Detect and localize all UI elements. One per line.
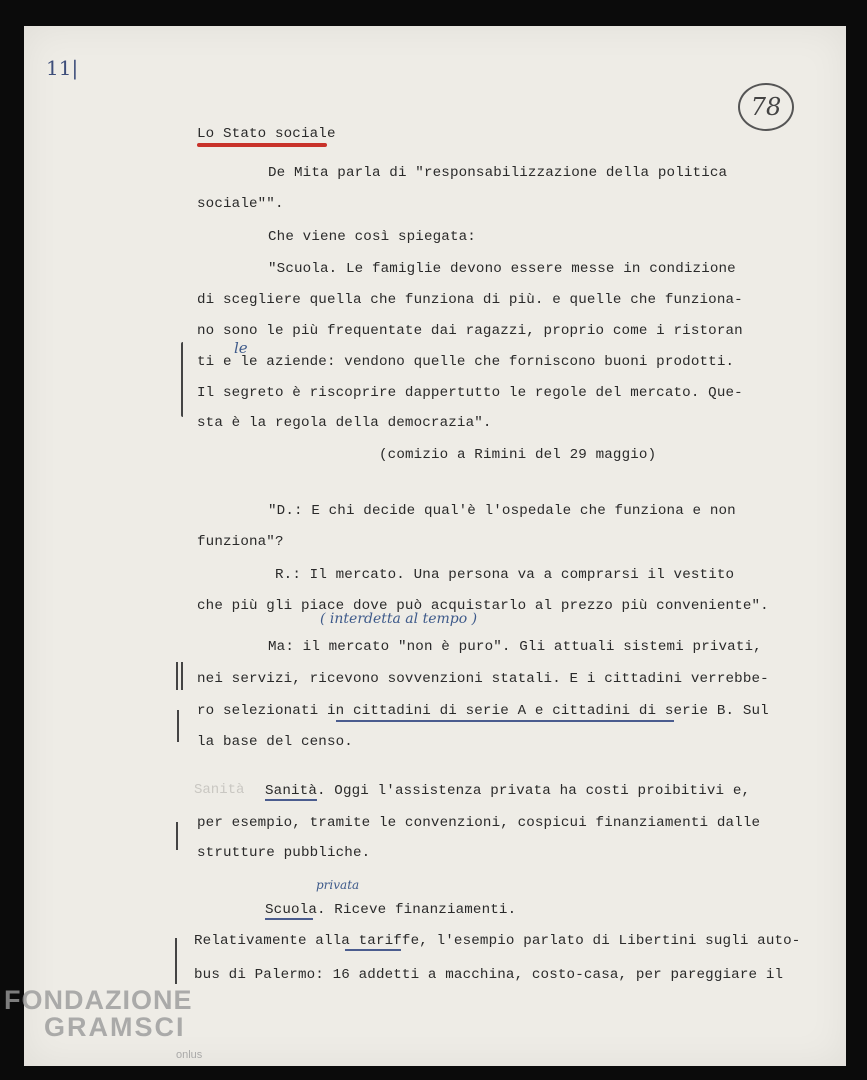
text-line: sta è la regola della democrazia".	[197, 415, 492, 431]
text-line: nei servizi, ricevono sovvenzioni statali. E i cittadini verrebbe-	[197, 671, 769, 687]
page-number-circle: 78	[738, 83, 794, 131]
document-title: Lo Stato sociale	[197, 126, 336, 142]
text-line: ro selezionati in cittadini di serie A e cittadini di serie B. Sul	[197, 703, 769, 719]
margin-line	[181, 662, 183, 690]
text-line: per esempio, tramite le convenzioni, cospicui finanziamenti dalle	[197, 815, 761, 831]
logo-line-3: onlus	[176, 1049, 203, 1061]
text-line: di scegliere quella che funziona di più. e quelle che funziona-	[197, 292, 743, 308]
document-page	[24, 26, 846, 1066]
text-line: no sono le più frequentate dai ragazzi, proprio come i ristoran	[197, 323, 743, 339]
text-line: Relativamente alla tariffe, l'esempio parlato di Libertini sugli auto-	[194, 933, 801, 949]
handwritten-le: le	[234, 339, 248, 357]
text-line: De Mita parla di "responsabilizzazione della politica	[268, 165, 728, 181]
text-line: "Scuola. Le famiglie devono essere messe in condizione	[268, 261, 736, 277]
blue-underline	[345, 949, 401, 951]
text-line: Che viene così spiegata:	[268, 229, 476, 245]
margin-line	[177, 710, 179, 742]
margin-line	[176, 662, 178, 690]
text-line: Il segreto è riscoprire dappertutto le regole del mercato. Que-	[197, 385, 743, 401]
margin-line	[176, 822, 178, 850]
blue-underline	[336, 720, 674, 722]
text-line: (comizio a Rimini del 29 maggio)	[379, 447, 657, 463]
logo-line-1: FONDAZIONE	[4, 985, 193, 1015]
faint-text: Sanità	[194, 782, 245, 798]
folio-number: 11|	[46, 56, 79, 80]
text-line: funziona"?	[197, 534, 284, 550]
handwritten-privata: privata	[316, 878, 360, 892]
handwritten-margin-note: ( interdetta al tempo )	[320, 611, 478, 627]
fondazione-gramsci-logo	[4, 985, 203, 1061]
blue-underline	[265, 799, 317, 801]
text-line: Ma: il mercato "non è puro". Gli attuali sistemi privati,	[268, 639, 762, 655]
text-line: bus di Palermo: 16 addetti a macchina, costo-casa, per pareggiare il	[194, 967, 784, 983]
blue-underline	[265, 918, 313, 920]
text-line: ti e le aziende: vendono quelle che forniscono buoni prodotti.	[197, 354, 735, 370]
text-line: che più gli piace dove può acquistarlo al prezzo più conveniente".	[197, 598, 769, 614]
text-line: R.: Il mercato. Una persona va a comprarsi il vestito	[275, 567, 735, 583]
margin-bracket	[181, 342, 183, 417]
text-line: Sanità. Oggi l'assistenza privata ha costi proibitivi e,	[265, 783, 751, 799]
text-line: strutture pubbliche.	[197, 845, 371, 861]
text-line: Scuola. Riceve finanziamenti.	[265, 902, 517, 918]
text-line: la base del censo.	[197, 734, 353, 750]
logo-line-2: GRAMSCI	[44, 1012, 186, 1042]
text-line: sociale"".	[197, 196, 284, 212]
margin-line	[175, 938, 177, 984]
text-line: "D.: E chi decide qual'è l'ospedale che funziona e non	[268, 503, 736, 519]
title-red-underline	[197, 143, 327, 147]
